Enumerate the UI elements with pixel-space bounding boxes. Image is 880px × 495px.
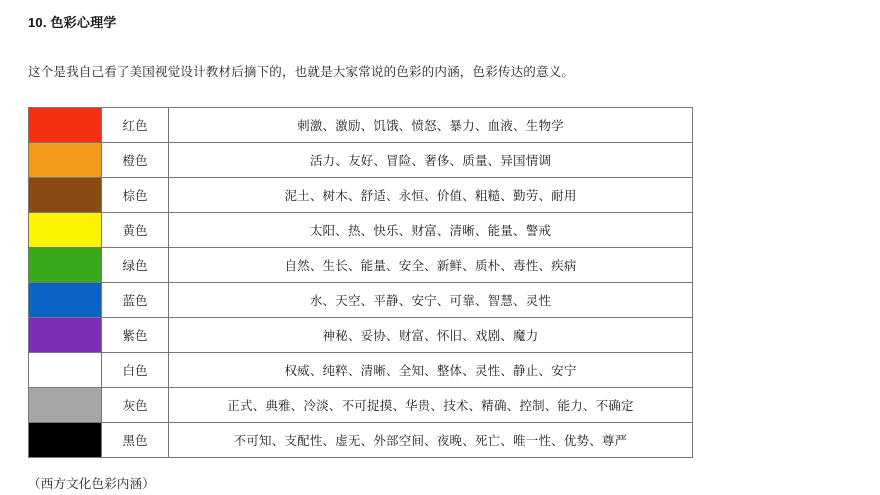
color-swatch-cell [29, 318, 102, 353]
color-swatch [29, 248, 101, 282]
color-swatch [29, 423, 101, 457]
page-title: 10. 色彩心理学 [28, 15, 117, 30]
color-swatch-cell [29, 353, 102, 388]
color-swatch-cell [29, 213, 102, 248]
table-row [29, 108, 693, 143]
table-caption: （西方文化色彩内涵） [28, 477, 156, 491]
color-name: 棕色 [102, 178, 169, 213]
color-swatch-cell [29, 423, 102, 458]
color-meaning: 自然、生长、能量、安全、新鲜、质朴、毒性、疾病 [169, 248, 693, 283]
color-swatch [29, 353, 101, 387]
table-row [29, 213, 693, 248]
table-row [29, 248, 693, 283]
color-swatch [29, 178, 101, 212]
color-name: 蓝色 [102, 283, 169, 318]
table-row [29, 353, 693, 388]
color-swatch [29, 318, 101, 352]
table-row [29, 178, 693, 213]
color-meaning: 神秘、妥协、财富、怀旧、戏剧、魔力 [169, 318, 693, 353]
color-swatch-cell [29, 248, 102, 283]
color-swatch [29, 108, 101, 142]
intro-paragraph: 这个是我自己看了美国视觉设计教材后摘下的，也就是大家常说的色彩的内涵，色彩传达的意义。 [28, 65, 575, 79]
color-meaning: 权威、纯粹、清晰、全知、整体、灵性、静止、安宁 [169, 353, 693, 388]
color-name: 红色 [102, 108, 169, 143]
color-swatch [29, 283, 101, 317]
color-meaning: 水、天空、平静、安宁、可靠、智慧、灵性 [169, 283, 693, 318]
color-meaning: 太阳、热、快乐、财富、清晰、能量、警戒 [169, 213, 693, 248]
table-row [29, 388, 693, 423]
color-swatch-cell [29, 108, 102, 143]
color-meaning: 活力、友好、冒险、奢侈、质量、异国情调 [169, 143, 693, 178]
color-swatch-cell [29, 283, 102, 318]
table-row [29, 283, 693, 318]
table-row [29, 318, 693, 353]
color-name: 橙色 [102, 143, 169, 178]
color-psychology-table [28, 107, 693, 458]
color-name: 紫色 [102, 318, 169, 353]
color-meaning: 泥土、树木、舒适、永恒、价值、粗糙、勤劳、耐用 [169, 178, 693, 213]
table-row [29, 143, 693, 178]
color-name: 绿色 [102, 248, 169, 283]
color-name: 黑色 [102, 423, 169, 458]
color-swatch [29, 388, 101, 422]
color-swatch-cell [29, 143, 102, 178]
color-name: 白色 [102, 353, 169, 388]
color-swatch [29, 143, 101, 177]
color-meaning: 正式、典雅、冷淡、不可捉摸、华贵、技术、精确、控制、能力、不确定 [169, 388, 693, 423]
color-swatch-cell [29, 388, 102, 423]
color-meaning: 不可知、支配性、虚无、外部空间、夜晚、死亡、唯一性、优势、尊严 [169, 423, 693, 458]
table-row [29, 423, 693, 458]
color-name: 黄色 [102, 213, 169, 248]
table-body [29, 108, 693, 458]
color-meaning: 刺激、激励、饥饿、愤怒、暴力、血液、生物学 [169, 108, 693, 143]
color-name: 灰色 [102, 388, 169, 423]
color-swatch-cell [29, 178, 102, 213]
color-swatch [29, 213, 101, 247]
